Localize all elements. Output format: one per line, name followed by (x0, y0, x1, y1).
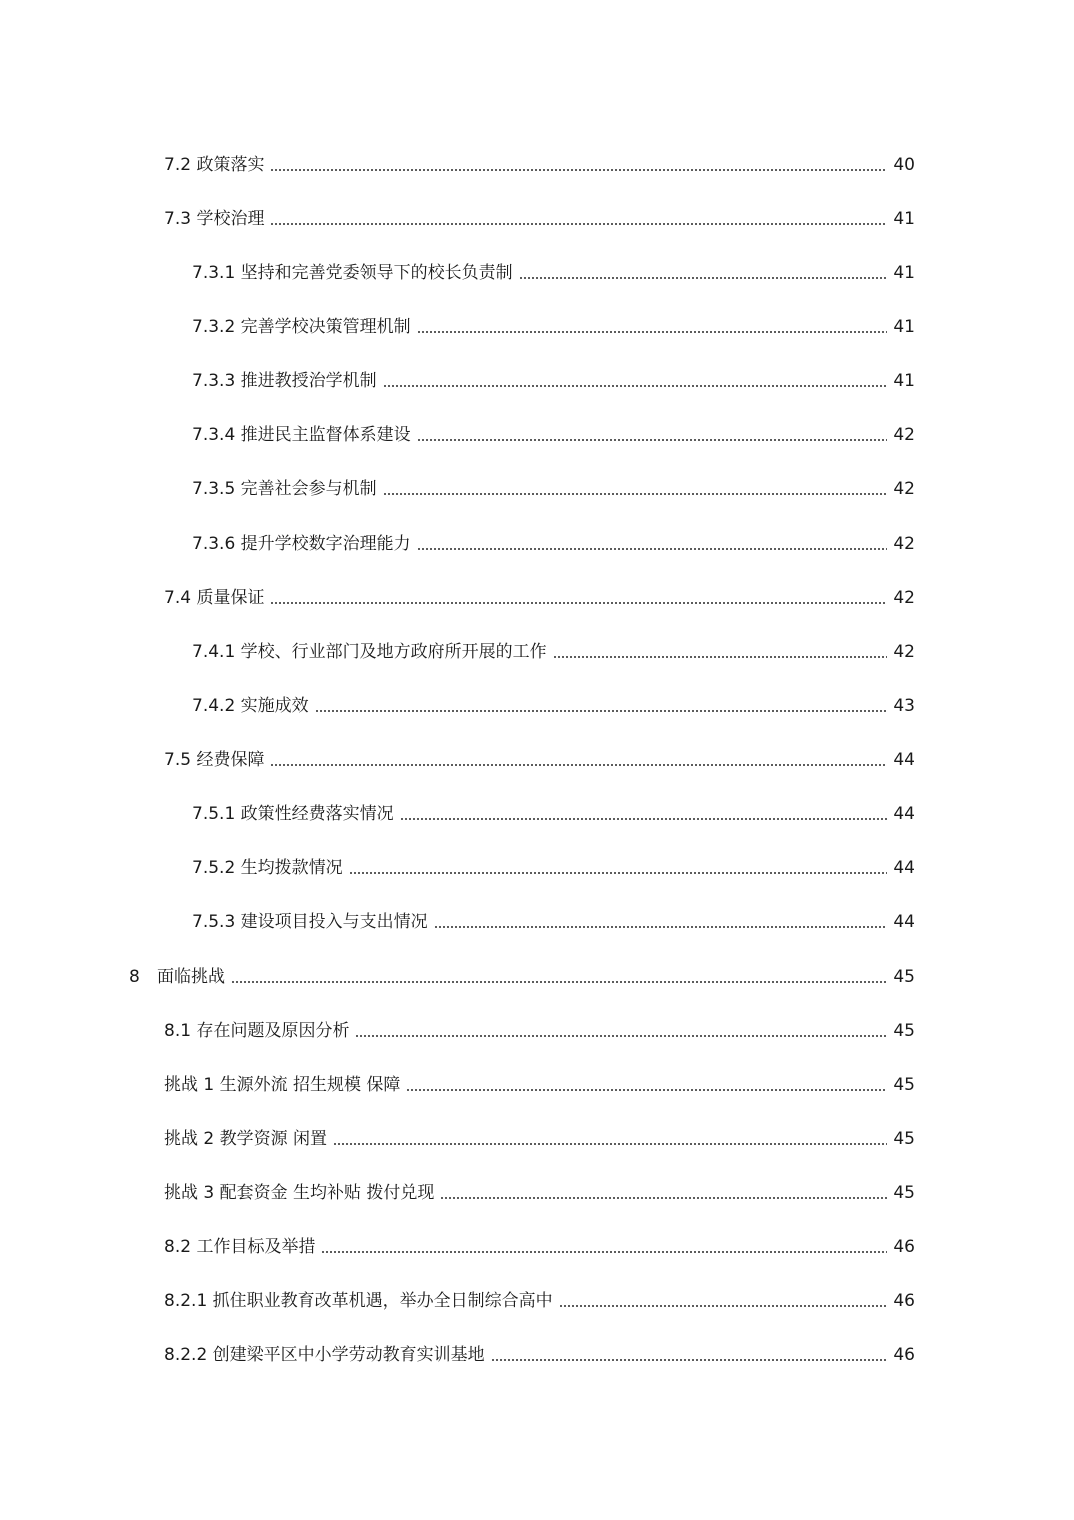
dot-leader (434, 907, 887, 937)
toc-entry[interactable] (192, 420, 915, 450)
toc-entry-label: 7.3.6 提升学校数字治理能力 (192, 534, 411, 554)
toc-entry-page: 42 (893, 642, 915, 662)
dot-leader (333, 1124, 887, 1154)
toc-entry[interactable] (164, 1124, 915, 1154)
toc-entry[interactable] (192, 637, 915, 667)
dot-leader (270, 150, 887, 180)
dot-leader (417, 312, 887, 342)
toc-entry[interactable] (164, 150, 915, 180)
toc-entry-page: 41 (893, 317, 915, 337)
toc-entry-page: 46 (893, 1291, 915, 1311)
toc-entry-page: 45 (893, 1075, 915, 1095)
dot-leader (349, 853, 887, 883)
dot-leader (519, 258, 887, 288)
toc-entry-label: 7.4 质量保证 (164, 588, 265, 608)
toc-chapter-entry[interactable] (129, 962, 915, 992)
toc-entry-page: 46 (893, 1345, 915, 1365)
toc-entry-page: 41 (893, 209, 915, 229)
toc-entry[interactable] (164, 1340, 915, 1370)
toc-entry-page: 42 (893, 534, 915, 554)
toc-entry-page: 42 (893, 479, 915, 499)
toc-entry-label: 7.3 学校治理 (164, 209, 265, 229)
toc-entry-page: 44 (893, 804, 915, 824)
dot-leader (406, 1070, 887, 1100)
toc-entry[interactable] (164, 1232, 915, 1262)
toc-entry[interactable] (192, 474, 915, 504)
toc-entry[interactable] (192, 853, 915, 883)
toc-entry-page: 46 (893, 1237, 915, 1257)
toc-entry[interactable] (164, 583, 915, 613)
toc-entry-label: 面临挑战 (157, 967, 225, 987)
toc-entry[interactable] (164, 1178, 915, 1208)
toc-entry-label: 7.4.2 实施成效 (192, 696, 309, 716)
toc-entry-label: 7.3.1 坚持和完善党委领导下的校长负责制 (192, 263, 513, 283)
dot-leader (270, 583, 887, 613)
toc-entry[interactable] (192, 529, 915, 559)
toc-entry-label: 7.3.5 完善社会参与机制 (192, 479, 377, 499)
dot-leader (270, 745, 887, 775)
toc-entry[interactable] (192, 366, 915, 396)
toc-entry-label: 挑战 2 教学资源 闲置 (164, 1129, 328, 1149)
toc-entry[interactable] (192, 907, 915, 937)
dot-leader (553, 637, 887, 667)
toc-entry[interactable] (164, 745, 915, 775)
toc-entry-label: 8.2.2 创建梁平区中小学劳动教育实训基地 (164, 1345, 485, 1365)
toc-entry-label: 7.5.2 生均拨款情况 (192, 858, 343, 878)
toc-entry-label: 7.3.2 完善学校决策管理机制 (192, 317, 411, 337)
toc-entry-page: 41 (893, 371, 915, 391)
toc-entry-page: 44 (893, 858, 915, 878)
toc-entry[interactable] (164, 1286, 915, 1316)
dot-leader (400, 799, 887, 829)
dot-leader (440, 1178, 887, 1208)
toc-entry-label: 8.1 存在问题及原因分析 (164, 1021, 350, 1041)
toc-chapter-number: 8 (129, 967, 140, 987)
toc-entry-label: 7.2 政策落实 (164, 155, 265, 175)
toc-entry-page: 43 (893, 696, 915, 716)
toc-entry-page: 45 (893, 1021, 915, 1041)
dot-leader (383, 474, 887, 504)
dot-leader (355, 1016, 887, 1046)
dot-leader (559, 1286, 887, 1316)
dot-leader (417, 529, 887, 559)
toc-entry-page: 45 (893, 1183, 915, 1203)
dot-leader (315, 691, 887, 721)
toc-entry-page: 44 (893, 912, 915, 932)
toc-entry-page: 42 (893, 588, 915, 608)
toc-entry-label: 7.4.1 学校、行业部门及地方政府所开展的工作 (192, 642, 547, 662)
toc-entry-label: 7.5.1 政策性经费落实情况 (192, 804, 394, 824)
toc-entry-label: 7.5 经费保障 (164, 750, 265, 770)
dot-leader (231, 962, 887, 992)
dot-leader (270, 204, 887, 234)
toc-entry-label: 挑战 3 配套资金 生均补贴 拨付兑现 (164, 1183, 435, 1203)
toc-entry-page: 45 (893, 1129, 915, 1149)
toc-entry[interactable] (192, 799, 915, 829)
toc-entry-label: 7.3.3 推进教授治学机制 (192, 371, 377, 391)
toc-entry-page: 42 (893, 425, 915, 445)
toc-entry-page: 40 (893, 155, 915, 175)
dot-leader (383, 366, 887, 396)
toc-entry-label: 8.2.1 抓住职业教育改革机遇，举办全日制综合高中 (164, 1291, 553, 1311)
toc-entry[interactable] (192, 691, 915, 721)
toc-entry-label: 8.2 工作目标及举措 (164, 1237, 316, 1257)
toc-entry-label: 挑战 1 生源外流 招生规模 保障 (164, 1075, 401, 1095)
toc-entry-label: 7.3.4 推进民主监督体系建设 (192, 425, 411, 445)
dot-leader (491, 1340, 887, 1370)
toc-entry[interactable] (192, 258, 915, 288)
toc-entry[interactable] (164, 1070, 915, 1100)
toc-entry[interactable] (164, 1016, 915, 1046)
toc-entry-page: 41 (893, 263, 915, 283)
toc-entry[interactable] (164, 204, 915, 234)
dot-leader (321, 1232, 887, 1262)
toc-entry-page: 44 (893, 750, 915, 770)
dot-leader (417, 420, 887, 450)
toc-entry-label: 7.5.3 建设项目投入与支出情况 (192, 912, 428, 932)
toc-entry-page: 45 (893, 967, 915, 987)
toc-entry[interactable] (192, 312, 915, 342)
